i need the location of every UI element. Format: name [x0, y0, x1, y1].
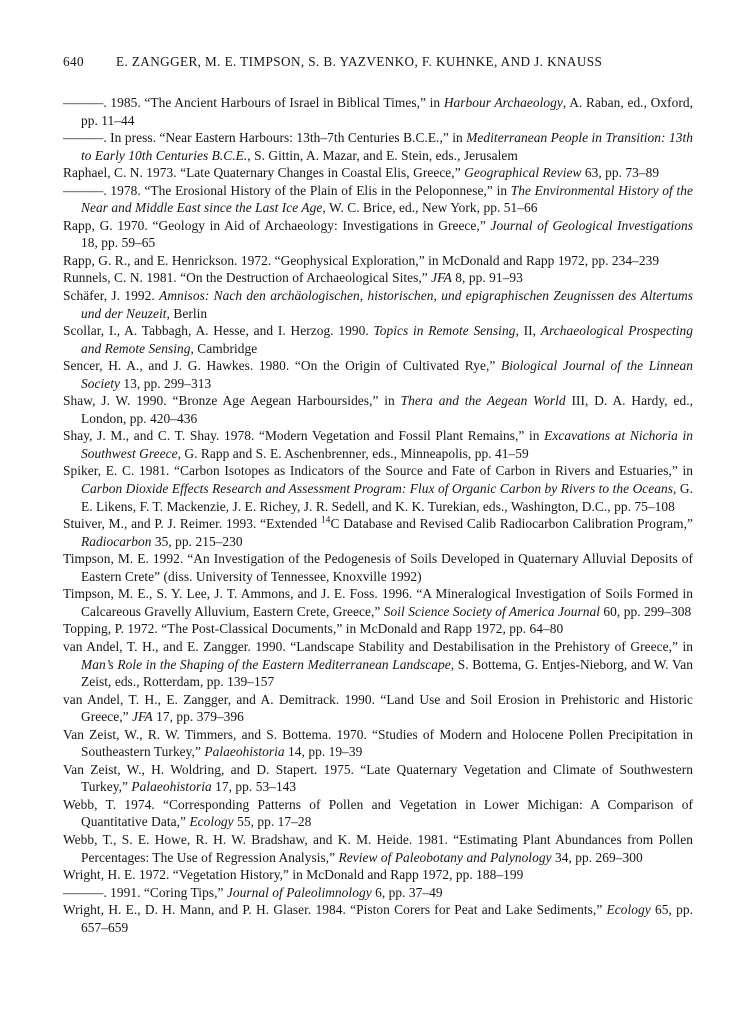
- reference-text: , A. Raban, ed., Oxford, pp. 11–44: [81, 95, 693, 128]
- italic-title-text: Ecology: [189, 814, 234, 830]
- reference-text: , G. Rapp and S. E. Aschenbrenner, eds., Minneapolis, pp. 41–59: [177, 445, 529, 461]
- reference-text: Stuiver, M., and P. J. Reimer. 1993. “Extended: [63, 516, 321, 532]
- reference-text: , Berlin: [166, 305, 208, 321]
- reference-entry: [63, 550, 693, 585]
- reference-text: ———. 1985. “The Ancient Harbours of Israel in Biblical Times,” in: [63, 95, 444, 110]
- reference-text: Runnels, C. N. 1981. “On the Destruction of Archaeological Sites,”: [63, 270, 432, 286]
- reference-text: 35, pp. 215–230: [151, 533, 243, 549]
- reference-text: van Andel, T. H., and E. Zangger. 1990. “Landscape Stability and Destabilisation in the Prehistory of Greece,” in: [63, 638, 693, 654]
- reference-text: 34, pp. 269–300: [551, 849, 643, 865]
- reference-entry: [63, 129, 693, 164]
- reference-entry: [63, 691, 693, 726]
- reference-text: 17, pp. 379–396: [152, 709, 244, 725]
- reference-entry: [63, 357, 693, 392]
- superscript-text: 14: [320, 515, 331, 526]
- reference-entry: [63, 796, 693, 831]
- reference-text: 14, pp. 19–39: [284, 744, 363, 760]
- reference-entry: [63, 901, 693, 936]
- italic-title-text: Ecology: [606, 902, 651, 918]
- reference-entry: [63, 287, 693, 322]
- italic-title-text: Harbour Archaeology: [443, 95, 563, 110]
- reference-text: Webb, T. 1974. “Corresponding Patterns of Pollen and Vegetation in Lower Michigan: A Comparison of Quantitative Data,”: [63, 796, 693, 830]
- reference-text: Spiker, E. C. 1981. “Carbon Isotopes as Indicators of the Source and Fate of Carbon in Rivers and Estuaries,” in: [63, 463, 693, 479]
- reference-entry: [63, 726, 693, 761]
- reference-entry: [63, 585, 693, 620]
- reference-text: 8, pp. 91–93: [451, 270, 523, 286]
- reference-text: 60, pp. 299–308: [600, 603, 692, 619]
- reference-text: Sencer, H. A., and J. G. Hawkes. 1980. “On the Origin of Cultivated Rye,”: [63, 358, 501, 374]
- reference-text: Wright, H. E., D. H. Mann, and P. H. Glaser. 1984. “Piston Corers for Peat and Lake Sediments,”: [63, 902, 607, 918]
- italic-title-text: Journal of Paleolimnology: [226, 884, 372, 900]
- italic-title-text: Biological Journal of the Linnean Society: [81, 358, 693, 391]
- italic-title-text: Soil Science Society of America Journal: [383, 603, 601, 619]
- reference-text: Rapp, G. 1970. “Geology in Aid of Archaeology: Investigations in Greece,”: [63, 217, 491, 233]
- reference-text: Shay, J. M., and C. T. Shay. 1978. “Modern Vegetation and Fossil Plant Remains,” in: [63, 428, 545, 444]
- reference-list: [63, 94, 693, 936]
- italic-title-text: Radiocarbon: [81, 533, 152, 549]
- reference-entry: [63, 427, 693, 462]
- reference-text: C Database and Revised Calib Radiocarbon Calibration Program,”: [330, 516, 694, 532]
- italic-title-text: Review of Paleobotany and Palynology: [338, 849, 552, 865]
- reference-entry: [63, 866, 693, 884]
- reference-text: Raphael, C. N. 1973. “Late Quaternary Changes in Coastal Elis, Greece,”: [63, 165, 465, 181]
- reference-entry: [63, 462, 693, 515]
- reference-entry: [63, 515, 693, 550]
- reference-entry: [63, 94, 693, 129]
- reference-entry: [63, 182, 693, 217]
- reference-text: Topping, P. 1972. “The Post-Classical Documents,” in McDonald and Rapp 1972, pp. 64–80: [63, 621, 564, 637]
- italic-title-text: Palaeohistoria: [131, 779, 212, 795]
- italic-title-text: JFA: [132, 709, 153, 725]
- reference-text: 63, pp. 73–89: [581, 165, 660, 181]
- reference-entry: [63, 884, 693, 902]
- reference-entry: [63, 392, 693, 427]
- italic-title-text: Palaeohistoria: [204, 744, 285, 760]
- reference-text: Rapp, G. R., and E. Henrickson. 1972. “Geophysical Exploration,” in McDonald and Rapp 1972, pp. 234–239: [63, 252, 660, 268]
- reference-entry: [63, 217, 693, 252]
- reference-text: 18, pp. 59–65: [81, 235, 156, 251]
- reference-text: Timpson, M. E. 1992. “An Investigation of the Pedogenesis of Soils Developed in Quaternary Alluvial Deposits of Eastern Crete” (diss. University of Tennessee, Knoxville 1992): [63, 551, 693, 584]
- reference-entry: [63, 831, 693, 866]
- reference-text: , II,: [515, 323, 541, 339]
- italic-title-text: Thera and the Aegean World: [400, 393, 566, 409]
- running-head-authors: E. ZANGGER, M. E. TIMPSON, S. B. YAZVENKO, F. KUHNKE, AND J. KNAUSS: [116, 54, 603, 69]
- reference-text: 13, pp. 299–313: [120, 375, 212, 391]
- reference-entry: [63, 252, 693, 270]
- reference-entry: [63, 620, 693, 638]
- italic-title-text: Geographical Review: [464, 165, 582, 181]
- reference-text: van Andel, T. H., E. Zangger, and A. Demitrack. 1990. “Land Use and Soil Erosion in Prehistoric and Historic Greece,”: [63, 691, 693, 725]
- reference-text: ———. 1978. “The Erosional History of the Plain of Elis in the Peloponnese,” in: [63, 182, 511, 198]
- italic-title-text: Journal of Geological Investigations: [490, 217, 693, 233]
- italic-title-text: Mediterranean People in Transition: 13th to Early 10th Centuries B.C.E.: [81, 130, 693, 163]
- reference-text: 17, pp. 53–143: [211, 779, 297, 795]
- reference-entry: [63, 322, 693, 357]
- reference-text: ———. 1991. “Coring Tips,”: [63, 884, 227, 900]
- reference-text: Van Zeist, W., R. W. Timmers, and S. Bottema. 1970. “Studies of Modern and Holocene Pollen Precipitation in Southeastern Turkey,”: [63, 726, 693, 760]
- reference-text: Timpson, M. E., S. Y. Lee, J. T. Ammons, and J. E. Foss. 1996. “A Mineralogical Investigation of Soils Formed in Calcareous Gravelly Alluvium, Eastern Crete, Greece,”: [63, 586, 693, 619]
- reference-text: Schäfer, J. 1992.: [63, 288, 160, 304]
- italic-title-text: Carbon Dioxide Effects Research and Assessment Program: Flux of Organic Carbon by Rivers to the Oceans: [81, 481, 674, 497]
- reference-text: Webb, T., S. E. Howe, R. H. W. Bradshaw, and K. M. Heide. 1981. “Estimating Plant Abundances from Pollen Percentages: The Use of Regression Analysis,”: [63, 831, 693, 865]
- reference-text: 6, pp. 37–49: [371, 884, 443, 900]
- reference-text: , W. C. Brice, ed., New York, pp. 51–66: [322, 200, 538, 216]
- reference-text: ———. In press. “Near Eastern Harbours: 13th–7th Centuries B.C.E.,” in: [63, 130, 467, 146]
- reference-text: , G. E. Likens, F. T. Mackenzie, J. E. Richey, J. R. Sedell, and K. K. Turekian, eds., Washington, D.C., pp. 75–108: [81, 481, 694, 514]
- italic-title-text: Excavations at Nichoria in Southwest Greece: [81, 428, 693, 461]
- italic-title-text: Archaeological Prospecting and Remote Sensing: [81, 323, 694, 356]
- reference-entry: [63, 638, 693, 691]
- italic-title-text: Man’s Role in the Shaping of the Eastern Mediterranean Landscape: [81, 656, 451, 672]
- reference-text: , Cambridge: [190, 340, 258, 356]
- reference-text: 55, pp. 17–28: [233, 814, 312, 830]
- reference-text: III, D. A. Hardy, ed., London, pp. 420–436: [81, 393, 693, 426]
- reference-text: , S. Gittin, A. Mazar, and E. Stein, eds., Jerusalem: [247, 147, 518, 163]
- reference-entry: [63, 761, 693, 796]
- reference-entry: [63, 269, 693, 287]
- italic-title-text: Amnisos: Nach den archäologischen, historischen, und epigraphischen Zeugnissen des Altertums und der Neuzeit: [81, 288, 694, 321]
- reference-text: 65, pp. 657–659: [81, 902, 694, 935]
- page-number: 640: [63, 54, 84, 69]
- reference-text: Van Zeist, W., H. Woldring, and D. Stapert. 1975. “Late Quaternary Vegetation and Climate of Southwestern Turkey,”: [63, 761, 693, 795]
- reference-text: , S. Bottema, G. Entjes-Nieborg, and W. Van Zeist, eds., Rotterdam, pp. 139–157: [81, 656, 693, 690]
- italic-title-text: Topics in Remote Sensing: [373, 323, 516, 339]
- running-header: [63, 54, 693, 70]
- reference-entry: [63, 164, 693, 182]
- reference-text: Shaw, J. W. 1990. “Bronze Age Aegean Harboursides,” in: [63, 393, 401, 409]
- italic-title-text: The Environmental History of the Near and Middle East since the Last Ice Age: [81, 182, 693, 216]
- italic-title-text: JFA: [431, 270, 452, 286]
- reference-text: Scollar, I., A. Tabbagh, A. Hesse, and I. Herzog. 1990.: [63, 323, 374, 339]
- reference-text: Wright, H. E. 1972. “Vegetation History,” in McDonald and Rapp 1972, pp. 188–199: [63, 867, 524, 883]
